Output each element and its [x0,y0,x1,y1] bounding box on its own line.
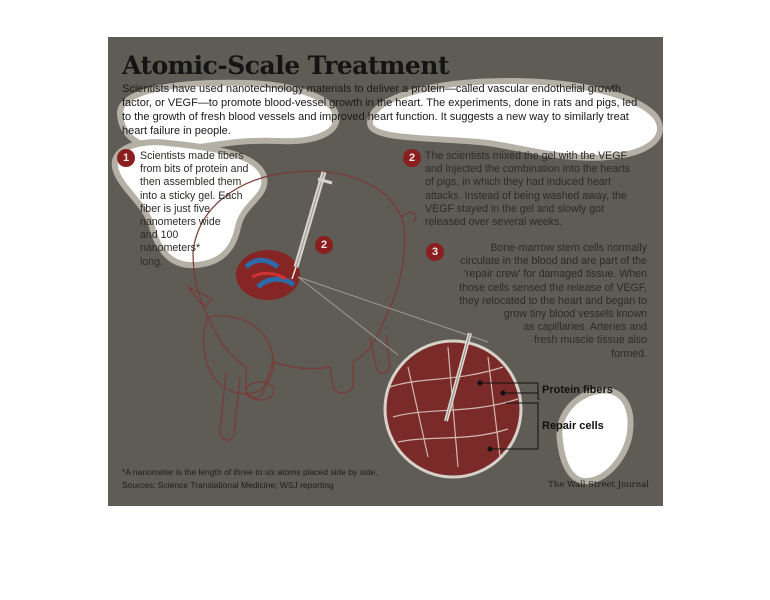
callout-repair-cells: Repair cells [542,420,604,432]
step-3-text: Bone-marrow stem cells normally circulate in the blood and are part of the 'repair crew' for damaged tissue. When those cells sensed the release of VEGF, they relocated to the heart and began to grow tiny blood vessels known as capillaries. Arteries and fresh muscle tissue also formed. [459,242,647,360]
footnote: *A nanometer is the length of three to six atoms placed side by side. [122,467,378,477]
pig-tail [402,212,416,223]
syringe-icon [292,172,332,279]
sources: Sources: Science Translational Medicine; WSJ reporting [122,480,334,490]
step-1-badge: 1 [117,149,135,167]
step-3-badge: 3 [426,243,444,261]
step-2-badge: 2 [403,149,421,167]
diagram-step-badge: 2 [315,236,333,254]
page-title: Atomic-Scale Treatment [122,51,450,80]
step-1-text: Scientists made fibers from bits of protein and then assembled them into a sticky gel. Each fiber is just five nanometers wide and 100 nanometers* long. [140,150,249,268]
infographic-panel [108,37,663,506]
step-2-text: The scientists mixed the gel with the VEGF and injected the combination into the hearts of pigs, in which they had induced heart attacks. Instead of being washed away, the VEGF stayed in the gel and slowly got released over several weeks. [425,150,630,229]
callout-protein-fibers: Protein fibers [542,384,613,396]
intro-paragraph: Scientists have used nanotechnology materials to deliver a protein—called vascular endothelial growth factor, or VEGF—to promote blood-vessel growth in the heart. The experiments, done in rats and pigs, led to the growth of fresh blood vessels and improved heart function. It suggests a new way to similarly treat heart failure in people. [122,83,638,137]
credit: The Wall Street Journal [548,480,649,490]
pig-front-leg [220,372,240,440]
